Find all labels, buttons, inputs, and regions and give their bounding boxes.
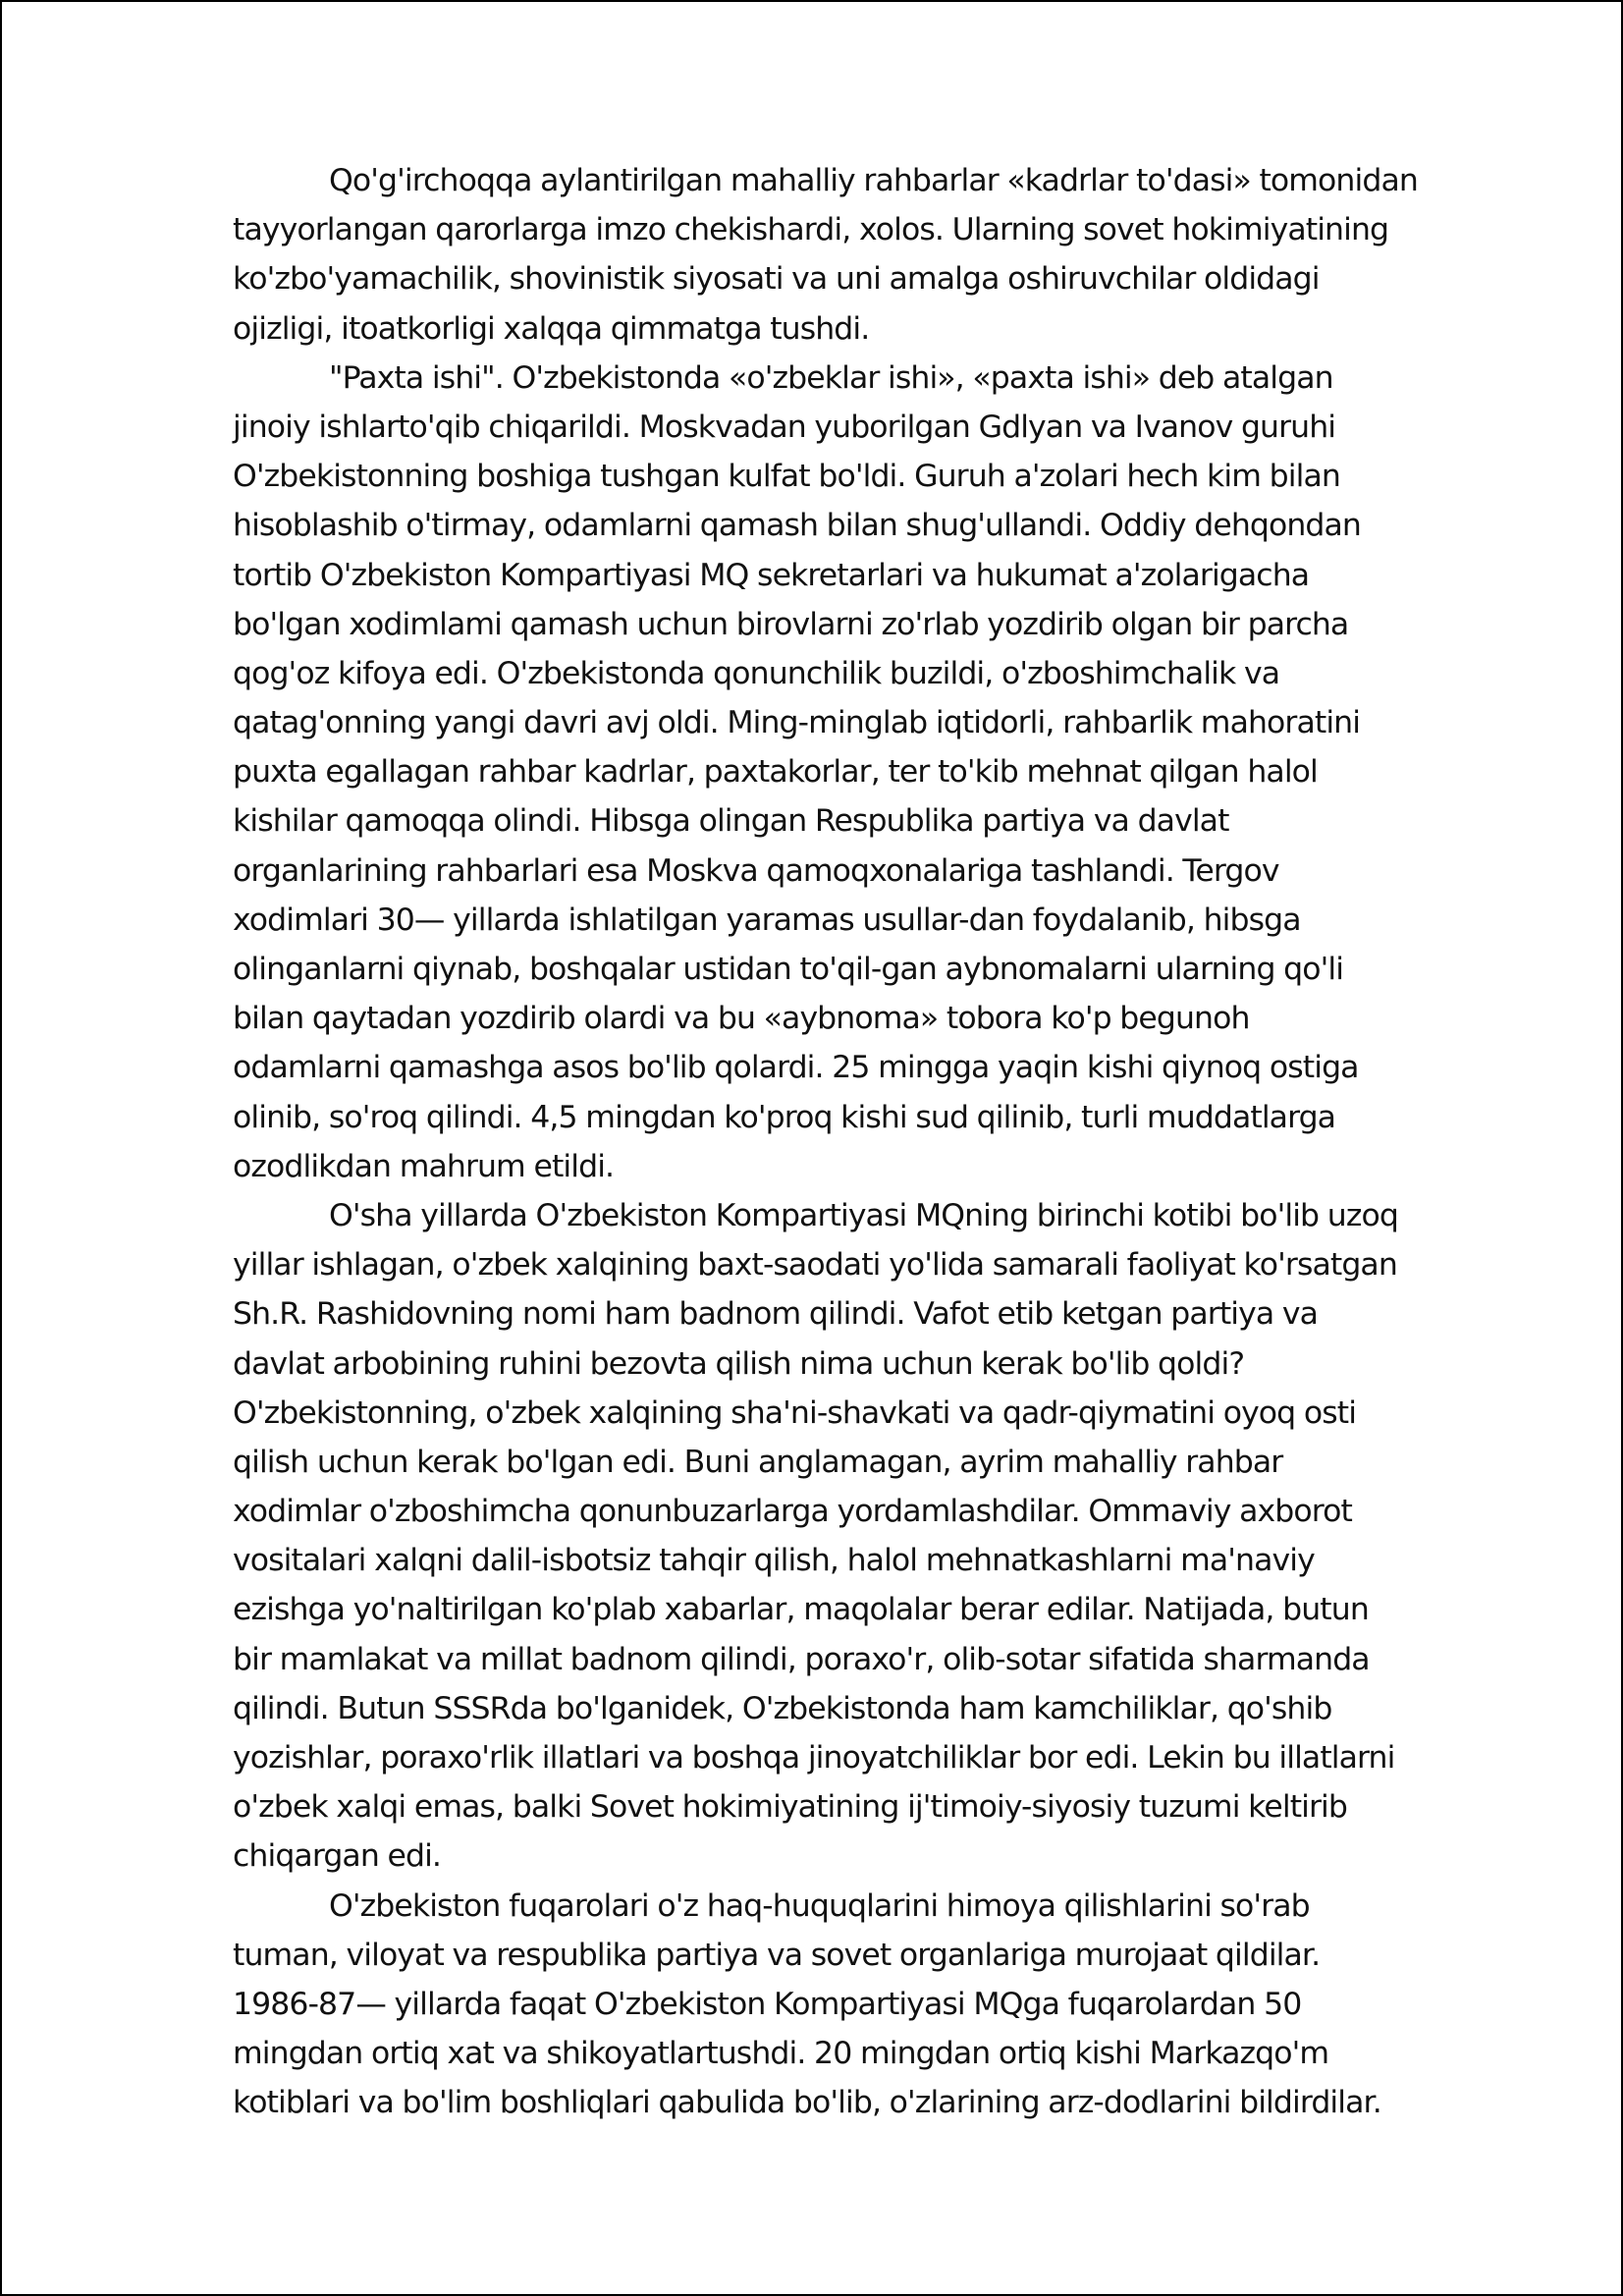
text-line: O'sha yillarda O'zbekiston Kompartiyasi MQning birinchi kotibi bo'lib uzoq	[329, 1197, 1398, 1233]
text-line: mingdan ortiq xat va shikoyatlartushdi. 20 mingdan ortiq kishi Markazqo'm	[233, 2036, 1329, 2072]
text-line: davlat arbobining ruhini bezovta qilish nima uchun kerak bo'lib qoldi?	[233, 1345, 1245, 1382]
text-line: ko'zbo'yamachilik, shovinistik siyosati va uni amalga oshiruvchilar oldidagi	[233, 261, 1320, 298]
text-line: chiqargan edi.	[233, 1838, 442, 1875]
text-line: o'zbek xalqi emas, balki Sovet hokimiyatining ij'timoiy-siyosiy tuzumi keltirib	[233, 1789, 1348, 1826]
text-line: vositalari xalqni dalil-isbotsiz tahqir qilish, halol mehnatkashlarni ma'naviy	[233, 1543, 1315, 1579]
text-line: xodimlar o'zboshimcha qonunbuzarlarga yordamlashdilar. Ommaviy axborot	[233, 1494, 1352, 1530]
text-line: 1986-87— yillarda faqat O'zbekiston Kompartiyasi MQga fuqarolardan 50	[233, 1986, 1302, 2022]
text-line: O'zbekistonning boshiga tushgan kulfat bo'ldi. Guruh a'zolari hech kim bilan	[233, 459, 1340, 495]
text-line: jinoiy ishlarto'qib chiqarildi. Moskvadan yuborilgan Gdlyan va Ivanov guruhi	[233, 409, 1336, 445]
paragraph-3	[233, 1191, 1499, 1882]
text-line: qilindi. Butun SSSRda bo'lganidek, O'zbekistonda ham kamchiliklar, qo'shib	[233, 1690, 1332, 1726]
text-line: O'zbekistonning, o'zbek xalqining sha'ni-shavkati va qadr-qiymatini oyoq osti	[233, 1394, 1357, 1431]
text-line: kotiblari va bo'lim boshliqlari qabulida bo'lib, o'zlarining arz-dodlarini bildirdilar.	[233, 2085, 1381, 2121]
text-line: hisoblashib o'tirmay, odamlarni qamash bilan shug'ullandi. Oddiy dehqondan	[233, 508, 1361, 544]
text-line: odamlarni qamashga asos bo'lib qolardi. 25 mingga yaqin kishi qiynoq ostiga	[233, 1050, 1359, 1086]
text-line: xodimlari 30— yillarda ishlatilgan yaramas usullar-dan foydalanib, hibsga	[233, 902, 1301, 938]
text-line: tayyorlangan qarorlarga imzo chekishardi, xolos. Ularning sovet hokimiyatining	[233, 212, 1389, 248]
text-line: olinganlarni qiynab, boshqalar ustidan to'qil-gan aybnomalarni ularning qo'li	[233, 952, 1344, 987]
text-line: olinib, so'roq qilindi. 4,5 mingdan ko'proq kishi sud qilinib, turli muddatlarga	[233, 1099, 1336, 1135]
document-body	[233, 156, 1499, 2128]
text-line: bilan qaytadan yozdirib olardi va bu «aybnoma» tobora ko'p begunoh	[233, 1001, 1250, 1037]
text-line: bir mamlakat va millat badnom qilindi, poraxo'r, olib-sotar sifatida sharmanda	[233, 1641, 1370, 1677]
text-line: tortib O'zbekiston Kompartiyasi MQ sekretarlari va hukumat a'zolarigacha	[233, 557, 1310, 593]
text-line: ojizligi, itoatkorligi xalqqa qimmatga tushdi.	[233, 310, 870, 347]
text-line: "Paxta ishi". O'zbekistonda «o'zbeklar ishi», «paxta ishi» deb atalgan	[329, 359, 1333, 396]
text-line: puxta egallagan rahbar kadrlar, paxtakorlar, ter to'kib mehnat qilgan halol	[233, 754, 1318, 791]
text-line: Qo'g'irchoqqa aylantirilgan mahalliy rahbarlar «kadrlar to'dasi» tomonidan	[329, 163, 1418, 198]
text-line: qatag'onning yangi davri avj oldi. Ming-minglab iqtidorli, rahbarlik mahoratini	[233, 705, 1361, 741]
text-line: Sh.R. Rashidovning nomi ham badnom qilindi. Vafot etib ketgan partiya va	[233, 1296, 1319, 1333]
text-line: organlarining rahbarlari esa Moskva qamoqxonalariga tashlandi. Tergov	[233, 852, 1279, 889]
text-line: bo'lgan xodimlami qamash uchun birovlarni zo'rlab yozdirib olgan bir parcha	[233, 606, 1349, 642]
paragraph-1	[233, 156, 1499, 354]
text-line: yillar ishlagan, o'zbek xalqining baxt-saodati yo'lida samarali faoliyat ko'rsatgan	[233, 1247, 1397, 1284]
paragraph-2	[233, 354, 1499, 1191]
text-line: tuman, viloyat va respublika partiya va sovet organlariga murojaat qildilar.	[233, 1937, 1321, 1973]
text-line: O'zbekiston fuqarolari o'z haq-huquqlarini himoya qilishlarini so'rab	[329, 1887, 1310, 1924]
text-line: ozodlikdan mahrum etildi.	[233, 1148, 615, 1184]
text-line: kishilar qamoqqa olindi. Hibsga olingan Respublika partiya va davlat	[233, 803, 1229, 840]
text-line: qog'oz kifoya edi. O'zbekistonda qonunchilik buzildi, o'zboshimchalik va	[233, 655, 1280, 691]
text-line: qilish uchun kerak bo'lgan edi. Buni anglamagan, ayrim mahalliy rahbar	[233, 1444, 1283, 1480]
text-line: yozishlar, poraxo'rlik illatlari va boshqa jinoyatchiliklar bor edi. Lekin bu illatlarni	[233, 1740, 1395, 1776]
paragraph-4	[233, 1882, 1499, 2128]
text-line: ezishga yo'naltirilgan ko'plab xabarlar, maqolalar berar edilar. Natijada, butun	[233, 1592, 1369, 1628]
